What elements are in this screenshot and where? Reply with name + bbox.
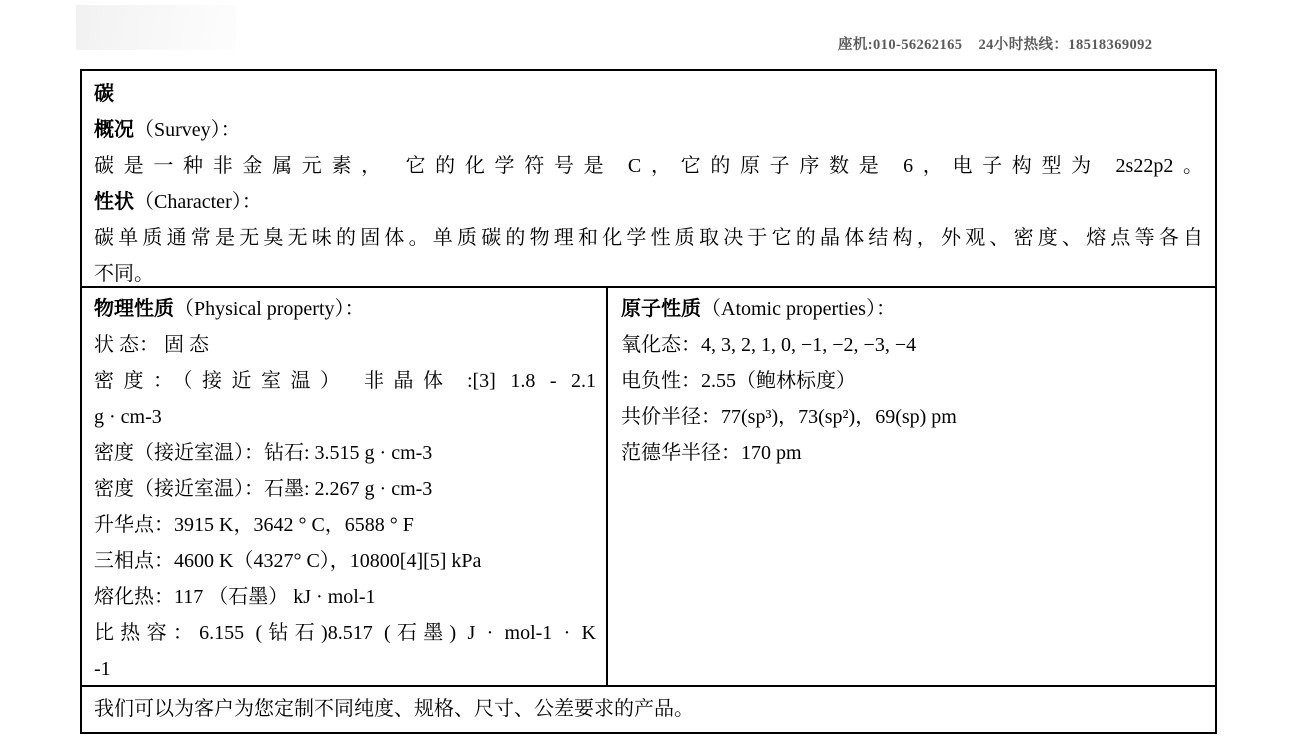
triple-point-line: 三相点：4600 K（4327° C），10800[4][5] kPa [94,550,482,572]
density-graphite-line: 密度（接近室温）：石墨: 2.267 g · cm-3 [94,478,433,500]
contact-info: 座机:010-56262165 24小时热线：18518369092 [838,37,1153,53]
heat-of-fusion-line: 熔化热：117 （石墨） kJ · mol-1 [94,586,376,608]
character-text-line2: 不同。 [94,263,154,285]
overview-section [82,71,1215,288]
state-line: 状 态： 固 态 [94,334,209,356]
vdw-radius-line: 范德华半径：170 pm [621,442,802,464]
properties-section [82,288,1215,687]
product-info-table [80,69,1217,734]
density-amorphous-line2: g · cm-3 [94,406,162,428]
footer-note-section [82,687,1215,730]
page-title: 碳 [94,83,114,105]
survey-text: 碳是一种非金属元素， 它的化学符号是 C，它的原子序数是 6，电子构型为 2s22p2。 [94,155,1203,177]
density-diamond-line: 密度（接近室温）：钻石: 3.515 g · cm-3 [94,442,433,464]
oxidation-states-line: 氧化态：4, 3, 2, 1, 0, −1, −2, −3, −4 [621,334,917,356]
atomic-properties-cell [608,288,1215,685]
specific-heat-line2: -1 [94,658,111,680]
character-text-line1: 碳单质通常是无臭无味的固体。单质碳的物理和化学性质取决于它的晶体结构，外观、密度、熔点等各自 [94,227,1203,249]
survey-heading: 概况（Survey）： [94,119,241,141]
sublimation-point-line: 升华点：3915 K，3642 ° C，6588 ° F [94,514,414,536]
atomic-heading: 原子性质（Atomic properties）： [621,298,896,320]
electronegativity-line: 电负性：2.55（鲍林标度） [621,370,856,392]
physical-properties-cell [82,288,608,685]
specific-heat-line1: 比热容：6.155 (钻石)8.517 (石墨) J · mol-1 · K [94,622,596,644]
covalent-radius-line: 共价半径：77(sp³)，73(sp²)，69(sp) pm [621,406,957,428]
character-heading: 性状（Character）： [94,191,262,213]
density-amorphous-line1: 密度：（接近室温） 非晶体 :[3] 1.8 - 2.1 [94,370,596,392]
logo-placeholder [76,5,236,50]
footer-note: 我们可以为客户为您定制不同纯度、规格、尺寸、公差要求的产品。 [94,698,694,720]
physical-heading: 物理性质（Physical property）： [94,298,365,320]
